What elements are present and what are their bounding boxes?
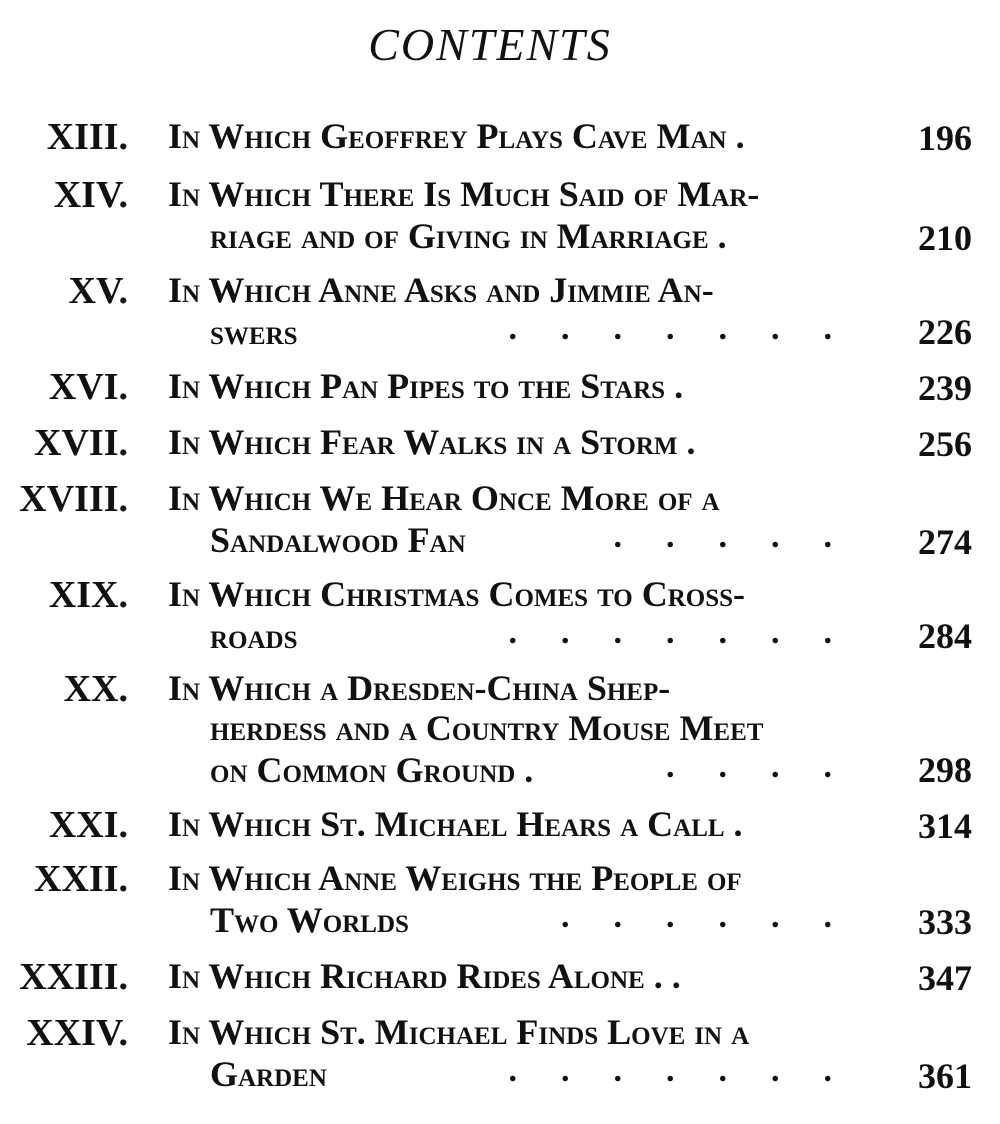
- chapter-title-line: In Which Christmas Comes to Cross-: [168, 574, 746, 614]
- chapter-title-line: Garden: [210, 1054, 327, 1094]
- chapter-title-line: In Which St. Michael Finds Love in a: [168, 1012, 750, 1052]
- chapter-title-line: roads: [210, 616, 298, 656]
- chapter-title-line: In Which Fear Walks in a Storm .: [168, 422, 696, 462]
- page-number: 210: [918, 218, 972, 258]
- chapter-number: XV.: [68, 270, 128, 312]
- chapter-title-line: swers: [210, 312, 298, 352]
- chapter-title-line: Two Worlds: [210, 900, 409, 940]
- leader-dots: .......: [508, 310, 876, 347]
- page-number: 274: [918, 522, 972, 562]
- page-number: 284: [918, 616, 972, 656]
- leader-dots: .......: [508, 614, 876, 651]
- page-number: 347: [918, 958, 972, 998]
- chapter-number: XXIV.: [26, 1012, 128, 1054]
- page-number: 333: [918, 902, 972, 942]
- chapter-title-line: In Which We Hear Once More of a: [168, 478, 720, 518]
- chapter-title-line: herdess and a Country Mouse Meet: [210, 708, 764, 748]
- chapter-title-line: In Which a Dresden-China Shep-: [168, 668, 671, 708]
- chapter-title-line: Sandalwood Fan: [210, 520, 466, 560]
- page-number: 239: [918, 368, 972, 408]
- chapter-title-line: on Common Ground .: [210, 750, 534, 790]
- chapter-title-line: riage and of Giving in Marriage .: [210, 216, 727, 256]
- chapter-number: XX.: [63, 668, 128, 710]
- leader-dots: ....: [666, 748, 876, 785]
- chapter-number: XIX.: [48, 574, 128, 616]
- page-number: 361: [918, 1056, 972, 1096]
- chapter-title-line: In Which There Is Much Said of Mar-: [168, 174, 760, 214]
- page-number: 256: [918, 424, 972, 464]
- chapter-number: XVII.: [34, 422, 128, 464]
- chapter-title-line: In Which Pan Pipes to the Stars .: [168, 366, 684, 406]
- page-number: 314: [918, 806, 972, 846]
- page-number: 298: [918, 750, 972, 790]
- chapter-number: XVIII.: [19, 478, 128, 520]
- chapter-number: XXIII.: [19, 956, 128, 998]
- chapter-title-line: In Which Anne Asks and Jimmie An-: [168, 270, 714, 310]
- chapter-title-line: In Which Geoffrey Plays Cave Man .: [168, 116, 745, 156]
- page-number: 226: [918, 312, 972, 352]
- chapter-number: XXI.: [48, 804, 128, 846]
- chapter-number: XIII.: [46, 116, 128, 158]
- chapter-number: XIV.: [53, 174, 128, 216]
- page-title: CONTENTS: [368, 19, 612, 70]
- page-number: 196: [918, 118, 972, 158]
- leader-dots: .....: [613, 518, 876, 555]
- chapter-title-line: In Which Anne Weighs the People of: [168, 858, 742, 898]
- chapter-title-line: In Which Richard Rides Alone . .: [168, 956, 681, 996]
- chapter-number: XXII.: [34, 858, 128, 900]
- chapter-title-line: In Which St. Michael Hears a Call .: [168, 804, 743, 844]
- leader-dots: .......: [508, 1052, 876, 1089]
- leader-dots: ......: [561, 898, 876, 935]
- chapter-number: XVI.: [48, 366, 128, 408]
